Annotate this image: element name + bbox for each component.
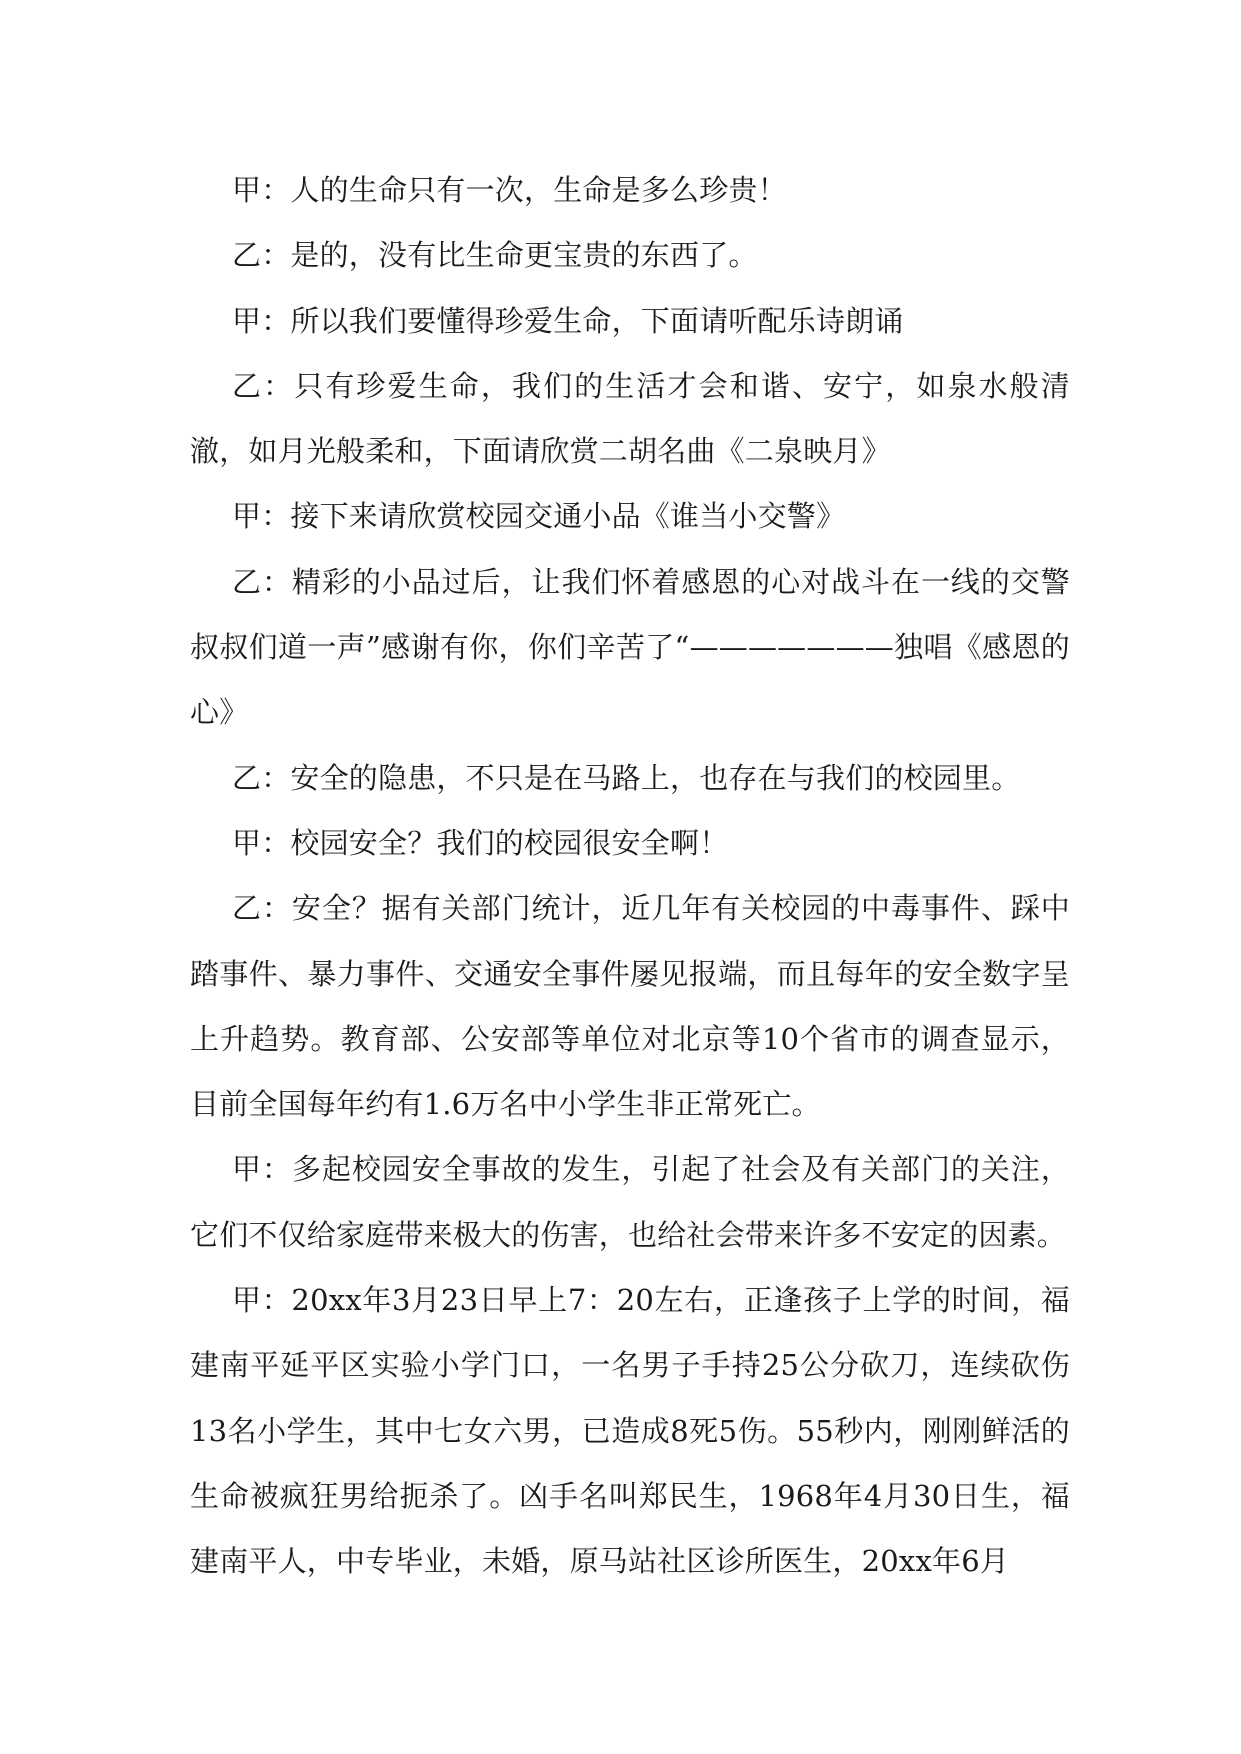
paragraph-2: 乙：是的，没有比生命更宝贵的东西了。	[232, 238, 758, 273]
paragraph-3: 甲：所以我们要懂得珍爱生命，下面请听配乐诗朗诵	[232, 303, 904, 338]
paragraph-10: 甲：多起校园安全事故的发生，引起了社会及有关部门的关注，它们不仅给家庭带来极大的伤害，也给社会带来许多不安定的因素。	[190, 1152, 1070, 1252]
paragraph-11: 甲：20xx年3月23日早上7：20左右，正逢孩子上学的时间，福建南平延平区实验小学门口，一名男子手持25公分砍刀，连续砍伤13名小学生，其中七女六男，已造成8死5伤。55秒内，刚刚鲜活的生命被疯狂男给扼杀了。凶手名叫郑民生，1968年4月30日生，福建南平人，中专毕业，未婚，原马站社区诊所医生，20xx年6月	[190, 1283, 1070, 1579]
paragraph-8: 甲：校园安全？我们的校园很安全啊！	[232, 825, 729, 860]
paragraph-1: 甲：人的生命只有一次，生命是多么珍贵！	[232, 173, 787, 207]
paragraph-4: 乙：只有珍爱生命，我们的生活才会和谐、安宁，如泉水般清澈，如月光般柔和，下面请欣赏二胡名曲《二泉映月》	[190, 368, 1070, 469]
paragraph-6: 乙：精彩的小品过后，让我们怀着感恩的心对战斗在一线的交警叔叔们道一声”感谢有你，你们辛苦了“———————独唱《感恩的心》	[190, 564, 1070, 730]
document-body	[190, 158, 1070, 1595]
paragraph-7: 乙：安全的隐患，不只是在马路上，也存在与我们的校园里。	[232, 760, 1021, 795]
paragraph-9: 乙：安全？据有关部门统计，近几年有关校园的中毒事件、踩中踏事件、暴力事件、交通安全事件屡见报端，而且每年的安全数字呈上升趋势。教育部、公安部等单位对北京等10个省市的调查显示，目前全国每年约有1.6万名中小学生非正常死亡。	[190, 891, 1070, 1122]
paragraph-5: 甲：接下来请欣赏校园交通小品《谁当小交警》	[232, 499, 846, 534]
